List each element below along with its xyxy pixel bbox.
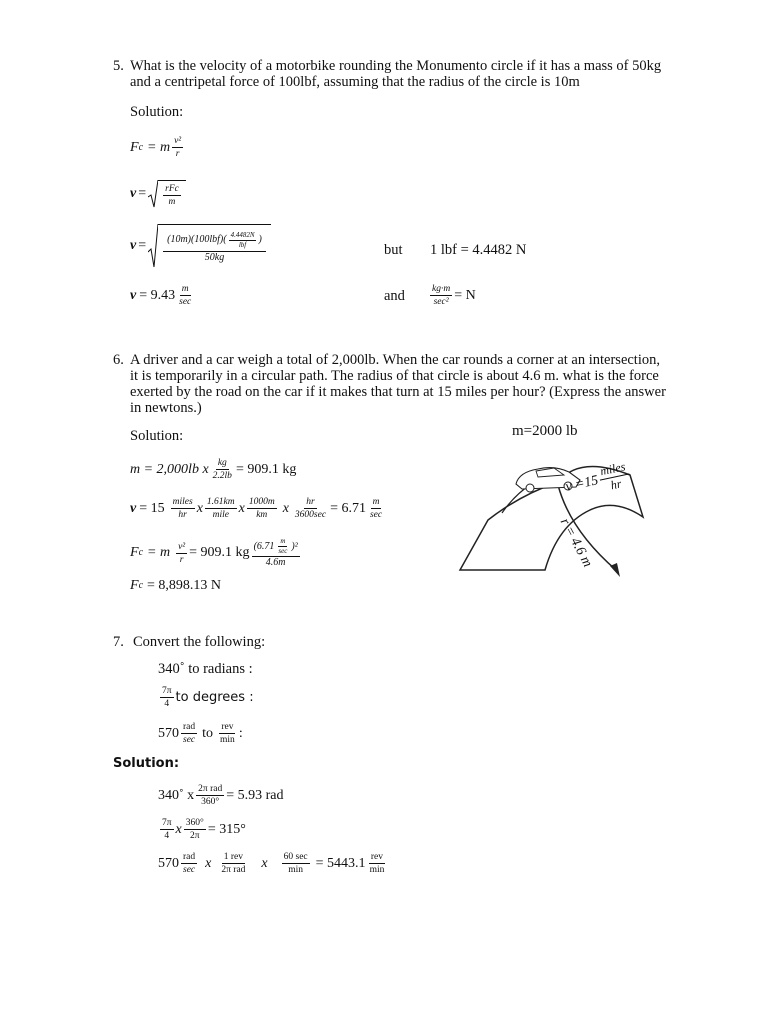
q7-solution-2: $\frac{7\pi}{4}$ x $\frac{360^\circ}{2\pi}$ = 315° xyxy=(162,818,246,841)
q7-item-rad-per-sec-to-rev-per-min: 570 $\frac{\text{rad}}{\sec}$ to $\frac{\text{rev}}{\min}$ : xyxy=(158,722,243,745)
q6-eq-mass: m = 2,000lb x $\frac{kg}{2.2lb}$ = 909.1 kg xyxy=(130,458,297,481)
q5-solution-label: Solution: xyxy=(130,104,184,120)
q7-number: 7. xyxy=(113,634,124,650)
q5-text-line1: What is the velocity of a motorbike rounding the Monumento circle if it has a mass of 50kg xyxy=(130,58,662,74)
q5-text-line2: and a centripetal force of 100lbf, assuming that the radius of the circle is 10m xyxy=(130,74,580,90)
q6-radius-label: r = 4.6 m xyxy=(556,516,595,570)
q5-conversion-newton: $\frac{kg\cdot m}{\text{sec²}}$ = N xyxy=(432,284,476,307)
q7-item-radians-to-degrees: $\frac{7\pi}{4}$ to degrees : xyxy=(162,686,254,709)
q6-eq-velocity: v = 15 $\frac{\text{miles}}{hr}$ x $\frac{1.61km}{\text{mile}}$ x $\frac{1000m}{km}$ x $\frac{hr}{3600\sec}$ = 6.71 $\frac{m}{\sec}$ xyxy=(130,497,383,520)
q5-conversion-lbf: 1 lbf = 4.4482 N xyxy=(430,242,527,258)
q7-title: Convert the following: xyxy=(133,634,266,650)
q7-solution-label: Solution: xyxy=(113,756,180,771)
q6-text-line3: exerted by the road on the car if it makes that turn at 15 miles per hour? (Express the answer xyxy=(130,384,666,400)
q6-mass-label: m=2000 lb xyxy=(512,423,578,439)
q6-number: 6. xyxy=(113,352,124,368)
q6-solution-label: Solution: xyxy=(130,428,184,444)
q5-sqrt-sign: $\frac{\text{rFc}}{m}$ xyxy=(148,180,186,208)
q5-eq-v-substituted: v = (10m)(100lbf)( $\frac{4.4482N}{\text{lbf}}$ ) 50kg xyxy=(130,224,271,268)
q5-number: 5. xyxy=(113,58,124,74)
q5-sqrt-sign-2: (10m)(100lbf)( $\frac{4.4482N}{\text{lbf}}$ ) 50kg xyxy=(148,224,271,268)
q6-velocity-label: v =15 miles hr xyxy=(563,459,634,501)
q7-solution-1: 340˚ x $\frac{\text{2π rad}}{360^\circ}$ = 5.93 rad xyxy=(158,784,284,807)
q5-eq-fc-fraction: $\frac{\text{v²}}{r}$ xyxy=(174,136,182,159)
q6-text-line1: A driver and a car weigh a total of 2,000lb. When the car rounds a corner at an intersection, xyxy=(130,352,660,368)
q7-solution-3: 570 $\frac{\text{rad}}{\sec}$ x $\frac{\text{1 rev}}{\text{2π rad}}$ x $\frac{60 \sec}{\min}$ = 5443.1 $\frac{\text{rev}}{\min}$ xyxy=(158,852,385,875)
curved-arrow-diagram xyxy=(430,420,670,585)
q5-and-label: and xyxy=(384,288,405,304)
q5-eq-v-result: v = 9.43 $\frac{m}{\sec}$ xyxy=(130,284,192,307)
q6-turn-diagram xyxy=(430,420,670,585)
q6-eq-force-result: F c = 8,898.13 N xyxy=(130,578,222,593)
q5-but-label: but xyxy=(384,242,403,258)
q6-text-line2: it is temporarily in a circular path. The radius of that circle is about 4.6 m. what is the force xyxy=(130,368,659,384)
q5-eq-fc: F c = m $\frac{\text{v²}}{r}$ xyxy=(130,136,182,159)
q6-text-line4: in newtons.) xyxy=(130,400,202,416)
q5-eq-v-sqrt: v = $\frac{\text{rFc}}{m}$ xyxy=(130,180,186,208)
q6-eq-force: F c = m $\frac{\text{v²}}{r}$ = 909.1 kg (6.71 $\frac{m}{\sec}$ )² 4.6m xyxy=(130,537,298,568)
q7-item-degrees-to-radians: 340˚ to radians : xyxy=(158,661,253,677)
